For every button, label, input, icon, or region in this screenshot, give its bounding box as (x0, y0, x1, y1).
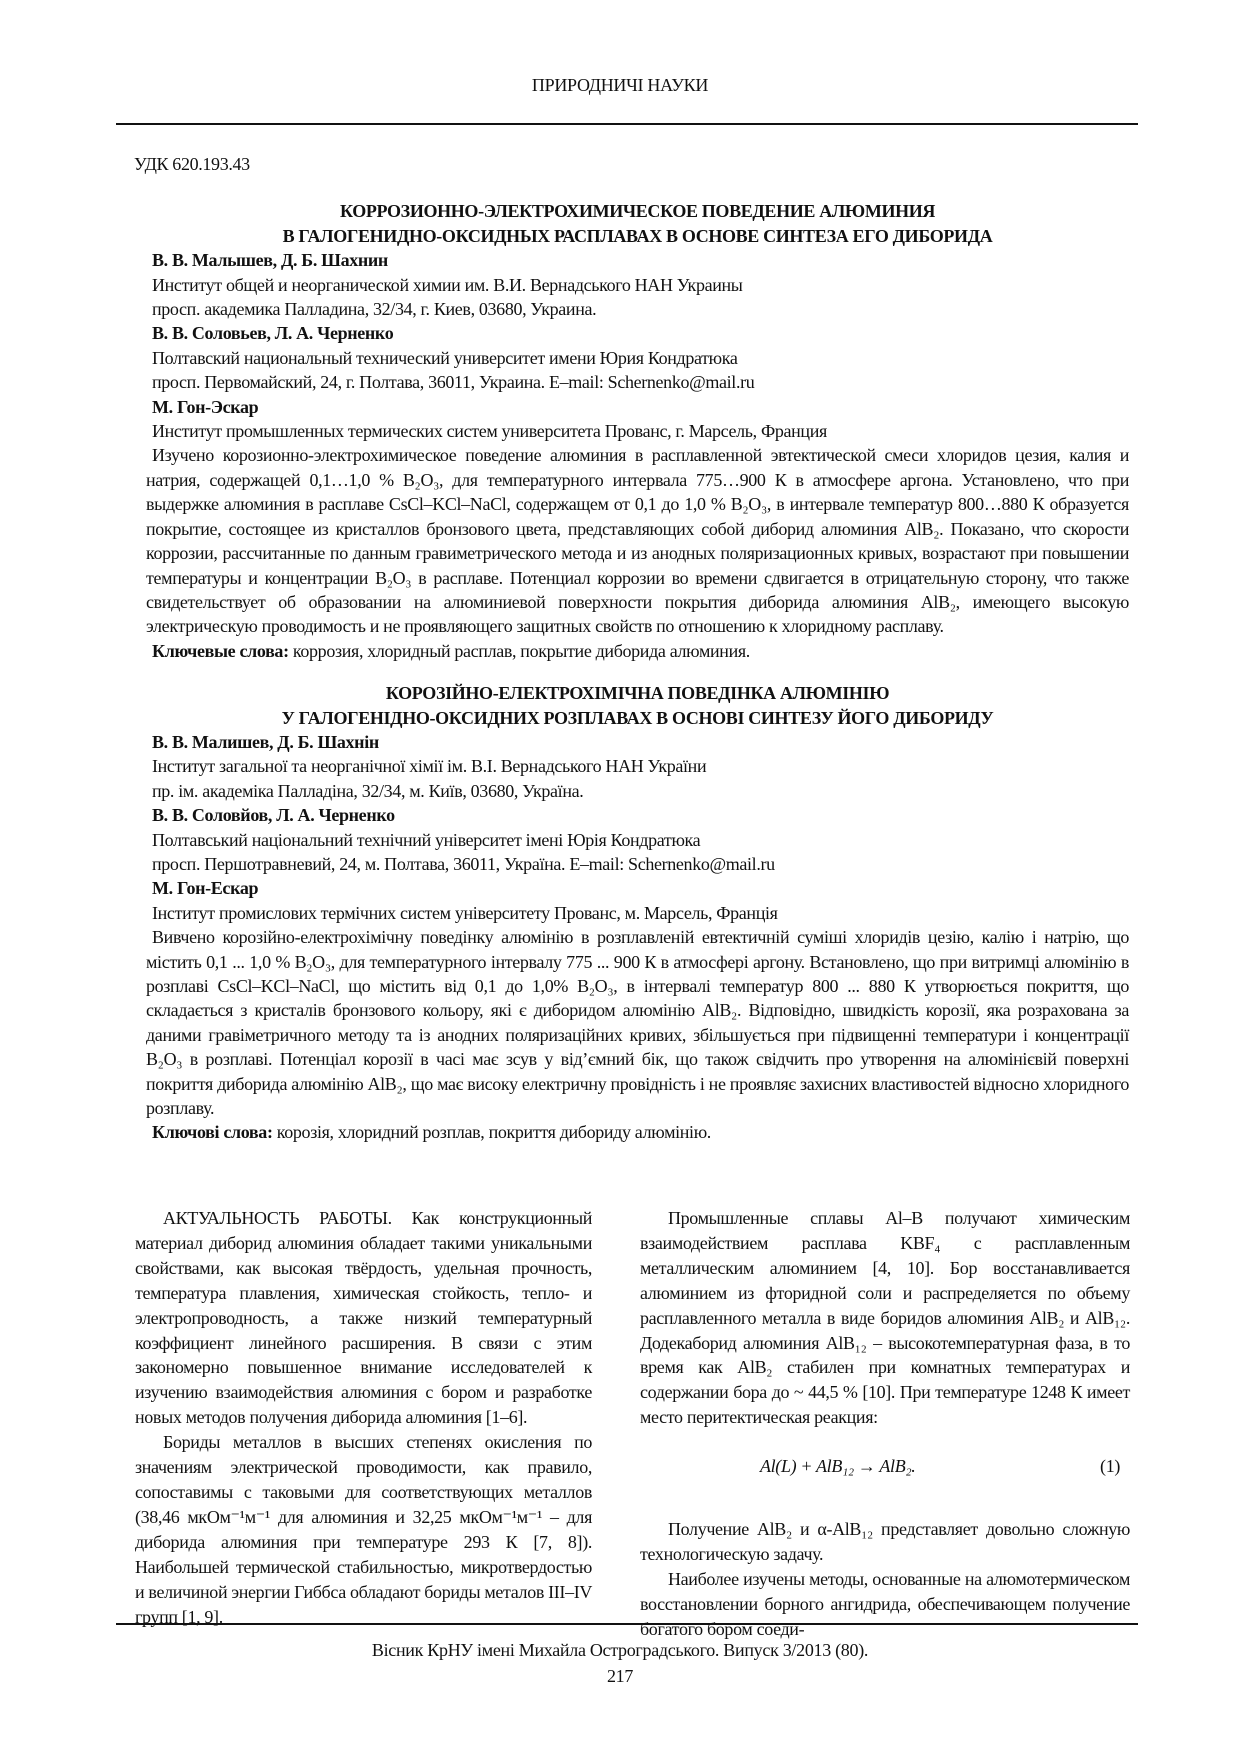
page-number: 217 (606, 1666, 634, 1686)
keywords (146, 639, 1129, 663)
address: просп. Первомайский, 24, г. Полтава, 36011, Украина. E–mail: Schernenko@mail.ru (152, 372, 755, 393)
institution: Полтавський національний технічний університет імені Юрія Кондратюка (152, 829, 701, 850)
keywords-text: корозія, хлоридний розплав, покриття дибориду алюмінію. (272, 1122, 711, 1143)
footer-rule (116, 1623, 1138, 1625)
abstract-text: Вивчено корозійно-електрохімічну поведінку алюмінію в розплавленій евтектичній суміші хлоридів цезію, калію і натрію, що містить 0,1 ... 1,0 % B₂O₃, для температурного інтервалу 775 ... 900 К в атмосфері аргону. Встановлено, що при витримці алюмінію в розплаві CsCl–KCl–NaCl, що містить від 0,1 до 1,0% B₂O₃, в інтервалі температур 800 ... 880 К утворюється покриття, що складається з кристалів бронзового кольору, які є диборидом алюмінію AlB₂. Відповідно, швидкість корозії, яка розрахована за даними гравіметричного методу та із анодних поляризаційних кривих, збільшується при підвищенні температури і концентрації B₂O₃ в розплаві. Потенціал корозії в часі має зсув у від’ємний бік, що також свідчить про утворення на алюмінієвій поверхні покриття диборида алюмінію AlB₂, що має високу електричну провідність і не проявляє захисних властивостей відносно хлоридного розплаву. (146, 927, 1129, 1119)
running-header: ПРИРОДНИЧІ НАУКИ (531, 75, 709, 95)
authors: В. В. Соловйов, Л. А. Черненко (152, 805, 395, 826)
authors: В. В. Малишев, Д. Б. Шахнін (152, 731, 379, 752)
institution: Институт промышленных термических систем университета Прованс, г. Марсель, Франция (152, 421, 827, 442)
institution: Институт общей и неорганической химии им. В.И. Вернадського НАН Украины (152, 274, 743, 295)
authors: В. В. Соловьев, Л. А. Черненко (152, 323, 394, 344)
article-front-matter (134, 152, 1129, 1145)
keywords (146, 1120, 1129, 1144)
body-paragraph: Наиболее изучены методы, основанные на алюмотермическом восстановлении борного ангидрида, обеспечивающем получение богатого бором соеди- (640, 1568, 1130, 1639)
authors: В. В. Малышев, Д. Б. Шахнин (152, 250, 388, 271)
address: просп. академика Палладина, 32/34, г. Киев, 03680, Украина. (152, 299, 597, 320)
equation-formula: Al(L) + AlB₁₂ → AlB₂. (760, 1456, 916, 1477)
russian-abstract-section (146, 199, 1129, 663)
abstract-text: Изучено корозионно-электрохимическое поведение алюминия в расплавленной эвтектической смеси хлоридов цезия, калия и натрия, содержащей 0,1…1,0 % B₂O₃, для температурного интервала 775…900 К в атмосфере аргона. Установлено, что при выдержке алюминия в расплаве CsCl–KCl–NaCl, содержащем от 0,1 до 1,0 % B₂O₃, в интервале температур 800…880 К образуется покрытие, состоящее из кристаллов бронзового цвета, представляющих собой диборид алюминия AlB₂. Показано, что скорости коррозии, рассчитанные по данным гравиметрического метода и из анодных поляризационных кривых, возрастают при повышении температуры и концентрации B₂O₃ в расплаве. Потенциал коррозии во времени сдвигается в отрицательную сторону, что также свидетельствует об образовании на алюминиевой поверхности покрытия диборида алюминия AlB₂, имеющего высокую электрическую проводимость и не проявляющего защитных свойств по отношению к хлоридному расплаву. (146, 445, 1129, 637)
equation-1 (640, 1454, 1130, 1479)
title-line-1: КОРОЗІЙНО-ЕЛЕКТРОХІМІЧНА ПОВЕДІНКА АЛЮМІНІЮ (385, 683, 890, 704)
keywords-label: Ключові слова: (152, 1122, 273, 1143)
left-column (135, 1206, 592, 1642)
journal-footer: Вісник КрНУ імені Михайла Остроградського. Випуск 3/2013 (80). (371, 1640, 869, 1660)
body-paragraph: Получение AlB₂ и α-AlB₁₂ представляет довольно сложную технологическую задачу. (640, 1519, 1130, 1564)
ukrainian-abstract-section (146, 681, 1129, 1145)
body-columns (135, 1206, 1130, 1642)
title-line-1: КОРРОЗИОННО-ЭЛЕКТРОХИМИЧЕСКОЕ ПОВЕДЕНИЕ АЛЮМИНИЯ (339, 201, 936, 222)
institution: Інститут загальної та неорганічної хімії ім. В.І. Вернадського НАН України (152, 756, 707, 777)
body-paragraph: Промышленные сплавы Al–B получают химическим взаимодействием расплава KBF₄ с расплавленным металлическим алюминием [4, 10]. Бор восстанавливается алюминием из фторидной соли и распределяется по объему расплавленного металла в виде боридов алюминия AlB₂ и AlB₁₂. Додекаборид алюминия AlB₁₂ – высокотемпературная фаза, в то время как AlB₂ стабилен при комнатных температурах и содержании бора до ~ 44,5 % [10]. При температуре 1248 К имеет место перитектическая реакция: (640, 1208, 1130, 1428)
body-paragraph: Бориды металлов в высших степенях окисления по значениям электрической проводимости, как правило, сопоставимы с таковыми для соответствующих металлов (38,46 мкОм⁻¹м⁻¹ для алюминия и 32,25 мкОм⁻¹м⁻¹ – для диборида алюминия при температуре 293 К [7, 8]). Наибольшей термической стабильностью, микротвердостью и величиной энергии Гиббса обладают бориды металов III–IV групп [1, 9]. (135, 1432, 593, 1627)
udk-code: УДК 620.193.43 (134, 154, 250, 174)
header-rule (116, 123, 1138, 125)
authors: М. Гон-Эскар (152, 396, 259, 417)
keywords-label: Ключевые слова: (152, 640, 289, 661)
address: просп. Першотравневий, 24, м. Полтава, 36011, Україна. E–mail: Schernenko@mail.ru (152, 853, 775, 874)
body-paragraph: АКТУАЛЬНОСТЬ РАБОТЫ. Как конструкционный материал диборид алюминия обладает такими уникальными свойствами, как высокая твёрдость, удельная прочность, температура плавления, химическая стойкость, тепло- и электропроводность, а также низкий температурный коэффициент линейного расширения. В связи с этим закономерно повышенное внимание исследователей к изучению взаимодействия алюминия с бором и разработке новых методов получения диборида алюминия [1–6]. (135, 1208, 592, 1428)
institution: Полтавский национальный технический университет имени Юрия Кондратюка (152, 347, 738, 368)
address: пр. ім. академіка Палладіна, 32/34, м. Київ, 03680, Україна. (152, 780, 584, 801)
authors: М. Гон-Ескар (152, 878, 259, 899)
right-column (640, 1206, 1130, 1642)
institution: Інститут промислових термічних систем університету Прованс, м. Марсель, Франція (152, 902, 778, 923)
keywords-text: коррозия, хлоридный расплав, покрытие диборида алюминия. (288, 640, 750, 661)
title-line-2: В ГАЛОГЕНИДНО-ОКСИДНЫХ РАСПЛАВАХ В ОСНОВЕ СИНТЕЗА ЕГО ДИБОРИДА (282, 225, 993, 246)
title-line-2: У ГАЛОГЕНІДНО-ОКСИДНИХ РОЗПЛАВАХ В ОСНОВІ СИНТЕЗУ ЙОГО ДИБОРИДУ (281, 707, 994, 728)
equation-number: (1) (1100, 1456, 1120, 1477)
